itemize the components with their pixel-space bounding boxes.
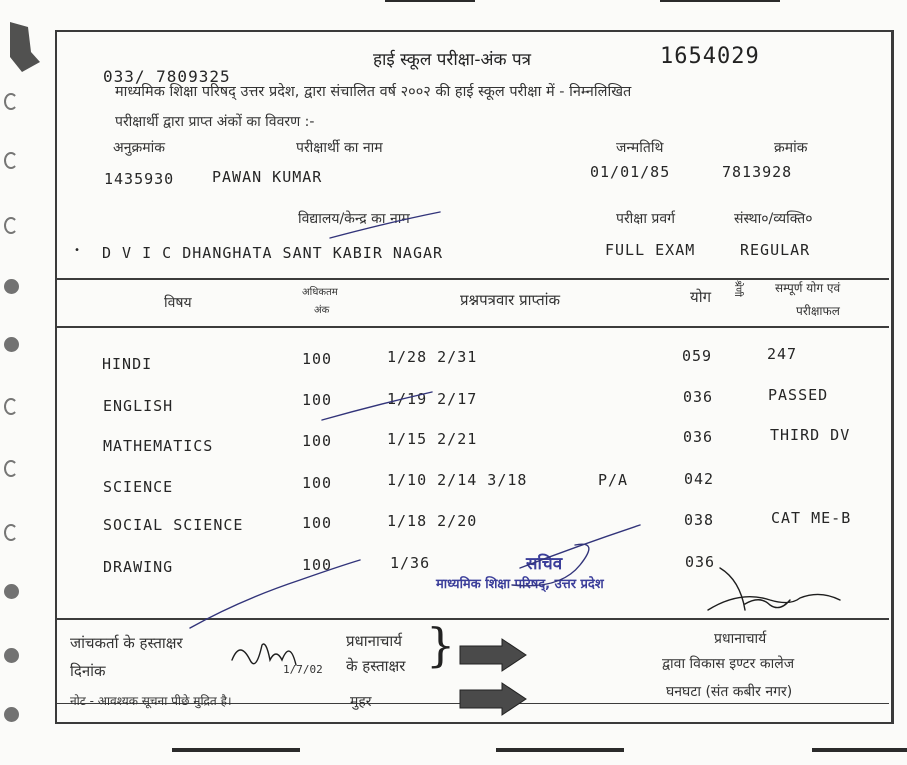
header-grade: श्रेणी (732, 280, 743, 297)
perforation-bar (172, 748, 300, 752)
subject-cell: DRAWING (103, 558, 174, 576)
handwritten-date: 1/7/02 (283, 663, 323, 676)
reference-number: 033/ 7809325 (103, 67, 231, 86)
principal-label-2: के हस्ताक्षर (346, 657, 406, 675)
total-cell: 038 (684, 511, 715, 529)
perforation-bar (385, 0, 475, 2)
binder-hole (4, 524, 18, 541)
paper-marks-cell: 1/36 (390, 554, 431, 572)
paper-marks-cell: 1/10 2/14 3/18 (387, 471, 528, 489)
total-cell: 042 (684, 470, 715, 488)
principal-label-1: प्रधानाचार्य (346, 632, 402, 650)
corner-mark (10, 22, 40, 72)
principal-stamp-school: द्वावा विकास इण्टर कालेज (662, 656, 795, 672)
total-cell: 036 (683, 428, 714, 446)
candidate-type-label: संस्था०/व्यक्ति० (734, 211, 813, 227)
subject-cell: SCIENCE (103, 478, 174, 496)
practical-absent-cell: P/A (598, 471, 629, 489)
candidate-name: PAWAN KUMAR (212, 168, 323, 186)
binder-hole (4, 279, 19, 294)
result-cell: THIRD DV (770, 426, 851, 444)
subject-cell: SOCIAL SCIENCE (103, 516, 244, 534)
binder-hole (4, 152, 18, 169)
header-max-marks-1: अधिकतम (302, 287, 338, 298)
paper-marks-cell: 1/15 2/21 (387, 430, 478, 448)
serial-label: क्रमांक (774, 140, 808, 156)
total-cell: 059 (682, 347, 713, 365)
seal-label: मुहर (350, 694, 372, 710)
max-marks-cell: 100 (302, 556, 333, 574)
brace-glyph: } (426, 618, 456, 672)
paper-marks-cell: 1/19 2/17 (387, 390, 478, 408)
serial-value: 7813928 (722, 163, 793, 181)
max-marks-cell: 100 (302, 474, 333, 492)
total-cell: 036 (683, 388, 714, 406)
result-cell: 247 (767, 345, 798, 363)
checker-signature-label: जांचकर्ता के हस्ताक्षर (70, 634, 183, 652)
max-marks-cell: 100 (302, 432, 333, 450)
result-cell: PASSED (768, 386, 829, 404)
principal-stamp-place: घनघटा (संत कबीर नगर) (666, 684, 793, 700)
intro-line-1: माध्यमिक शिक्षा परिषद् उत्तर प्रदेश, द्वारा संचालित वर्ष २००२ की हाई स्कूल परीक्षा में - निम्नलिखित (115, 84, 632, 100)
note-text: नोट - आवश्यक सूचना पीछे मुद्रित है। (70, 694, 232, 708)
header-result-2: परीक्षाफल (796, 304, 840, 318)
binder-hole (4, 93, 18, 110)
dob-label: जन्मतिथि (616, 140, 664, 156)
max-marks-cell: 100 (302, 514, 333, 532)
subject-cell: ENGLISH (103, 397, 174, 415)
binder-hole (4, 398, 18, 415)
total-cell: 036 (685, 553, 716, 571)
header-subject: विषय (164, 295, 192, 311)
table-header-bottom-line (57, 326, 889, 328)
roll-number: 1435930 (104, 170, 175, 188)
bullet-dot: • (74, 245, 82, 256)
secretary-stamp-title: सचिव (526, 554, 563, 574)
date-of-birth: 01/01/85 (590, 163, 671, 181)
max-marks-cell: 100 (302, 391, 333, 409)
header-max-marks-2: अंक (314, 305, 330, 316)
header-paper-marks: प्रश्नपत्रवार प्राप्तांक (460, 291, 561, 309)
principal-stamp-title: प्रधानाचार्य (714, 631, 767, 647)
subject-cell: MATHEMATICS (103, 437, 214, 455)
serial-number: 1654029 (660, 44, 760, 69)
table-header-top-line (57, 278, 889, 280)
paper-marks-cell: 1/28 2/31 (387, 348, 478, 366)
arrow-icon (458, 638, 528, 672)
document-title: हाई स्कूल परीक्षा-अंक पत्र (373, 50, 532, 70)
binder-hole (4, 460, 18, 477)
perforation-bar (496, 748, 624, 752)
school-name: D V I C DHANGHATA SANT KABIR NAGAR (102, 244, 444, 262)
perforation-bar (660, 0, 780, 2)
intro-line-2: परीक्षार्थी द्वारा प्राप्त अंकों का विवरण :- (115, 114, 315, 130)
secretary-stamp-board: माध्यमिक शिक्षा परिषद्, उत्तर प्रदेश (436, 577, 604, 592)
result-cell: CAT ME-B (771, 509, 852, 527)
roll-number-label: अनुक्रमांक (113, 140, 165, 156)
header-total: योग (690, 288, 712, 306)
binder-hole (4, 707, 19, 722)
binder-hole (4, 648, 19, 663)
paper-marks-cell: 1/18 2/20 (387, 512, 478, 530)
binder-hole (4, 337, 19, 352)
perforation-bar (812, 748, 907, 752)
date-label: दिनांक (70, 662, 106, 680)
max-marks-cell: 100 (302, 350, 333, 368)
header-result-1: सम्पूर्ण योग एवं (775, 281, 841, 295)
arrow-icon (458, 682, 528, 716)
subject-cell: HINDI (102, 355, 153, 373)
footer-top-line (57, 618, 889, 620)
candidate-type: REGULAR (740, 241, 811, 259)
exam-category-label: परीक्षा प्रवर्ग (616, 211, 676, 227)
school-label: विद्यालय/केन्द्र का नाम (298, 211, 410, 227)
candidate-name-label: परीक्षार्थी का नाम (296, 140, 383, 156)
exam-category: FULL EXAM (605, 241, 696, 259)
binder-hole (4, 217, 18, 234)
binder-hole (4, 584, 19, 599)
